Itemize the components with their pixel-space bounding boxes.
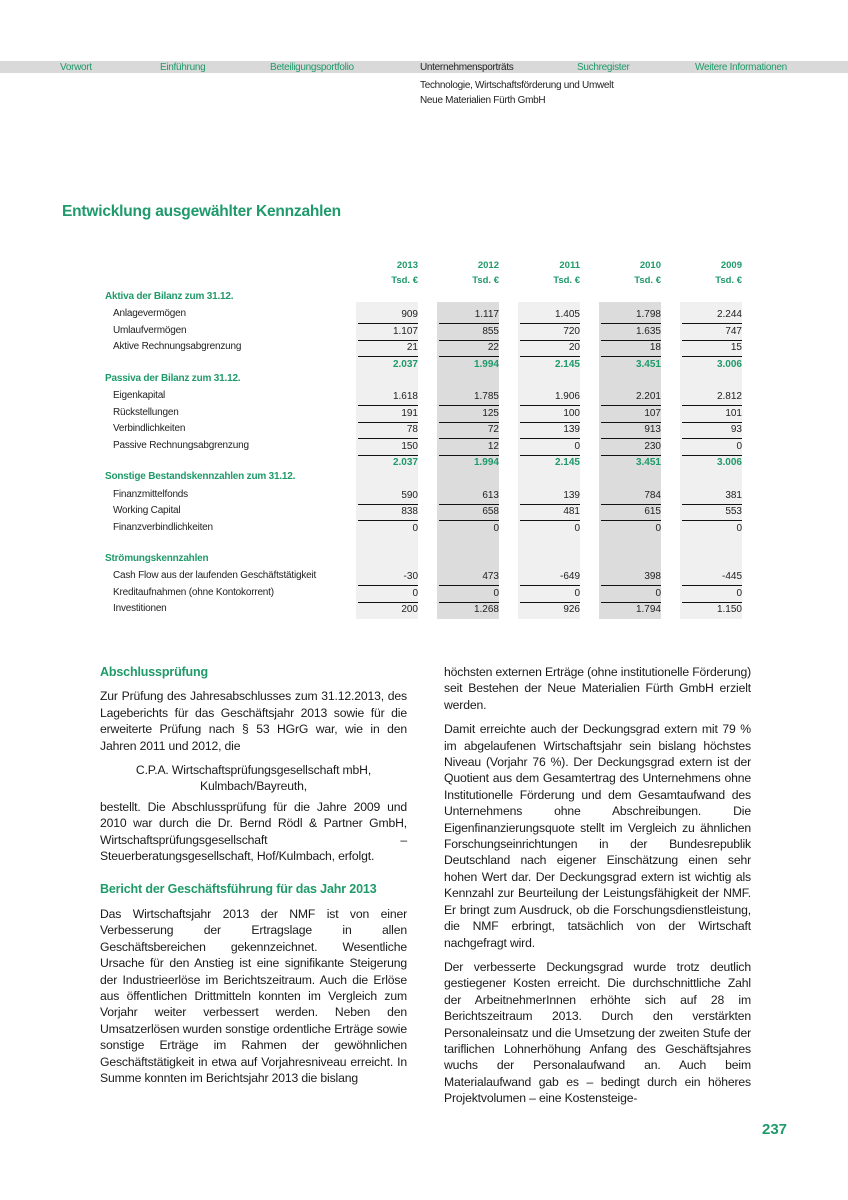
table-cell: 1.618 [358,389,418,406]
page-number: 237 [762,1121,788,1138]
table-cell: 78 [358,422,418,439]
table-cell: 0 [520,586,580,603]
table-cell: 720 [520,324,580,341]
paragraph: höchsten externen Erträge (ohne institutionelle Förderung) seit Bestehen der Neue Materialien Fürth GmbH erzielt werden. [444,665,752,712]
table-cell: 12 [439,439,499,456]
table-cell: 913 [601,422,661,439]
table-cell: 1.798 [601,307,661,324]
table-cell: 615 [601,504,661,521]
table-cell: 0 [412,522,418,534]
row-label: Kreditaufnahmen (ohne Kontokorrent) [113,586,274,598]
text-column-left [100,664,407,1094]
section-title: Entwicklung ausgewählter Kennzahlen [62,203,341,220]
table-cell: 747 [682,324,742,341]
auditor-name: C.P.A. Wirtschaftsprüfungsgesellschaft mbH, [135,763,372,778]
table-cell: 139 [520,488,580,505]
nav-vorwort[interactable]: Vorwort [60,62,92,73]
unit-header: Tsd. € [391,275,418,286]
table-cell: 0 [520,439,580,456]
table-cell: 15 [682,340,742,357]
table-total-cell: 2.037 [392,358,418,370]
table-cell: 0 [574,522,580,534]
table-cell: 72 [439,422,499,439]
table-total-cell: 2.145 [554,358,580,370]
table-cell: 658 [439,504,499,521]
table-cell: 2.244 [682,307,742,324]
table-cell: 230 [601,439,661,456]
table-cell: 1.785 [439,389,499,406]
table-cell: 0 [655,522,661,534]
table-cell: 191 [358,406,418,423]
table-cell: 0 [493,522,499,534]
table-cell: 1.906 [520,389,580,406]
table-total-cell: 3.451 [635,358,661,370]
table-cell: 909 [358,307,418,324]
table-cell: 0 [601,586,661,603]
paragraph: Das Wirtschaftsjahr 2013 der NMF ist von einer Verbesserung der Ertragslage in allen Geschäftsbereichen gekennzeichnet. Wesentliche Ursache für den Anstieg ist eine signifikante Steigerung der Industrieerlöse im Berichtszeitraum. Auch die Erlöse aus öffentlichen Drittmitteln konnten im Vergleich zum Vorjahr weiter verbessert werden. Neben den Umsatzerlösen wurden sonstige ordentliche Erträge sowie sonstige Erträge im Rahmen der gewöhnlichen Geschäftstätigkeit in etwa auf Vorjahresniveau erreicht. In Summe konnten im Berichtsjahr 2013 die bislang [100,906,407,1085]
year-header: 2012 [477,260,499,271]
row-label: Cash Flow aus der laufenden Geschäftstätigkeit [113,570,317,582]
table-cell: 784 [601,488,661,505]
unit-header: Tsd. € [715,275,742,286]
table-cell: 200 [401,604,418,616]
nav-unternehmensportraets[interactable]: Unternehmensporträts [420,62,514,73]
year-header: 2010 [639,260,661,271]
table-cell: 0 [682,439,742,456]
table-cell: 18 [601,340,661,357]
table-cell: 1.405 [520,307,580,324]
table-total-cell: 1.994 [473,457,499,468]
table-cell: 139 [520,422,580,439]
row-label: Finanzverbindlichkeiten [113,521,213,533]
row-label: Working Capital [113,505,181,517]
paragraph: Zur Prüfung des Jahresabschlusses zum 31.12.2013, des Lageberichts für das Geschäftsjahr 2013 sowie für die erweiterte Prüfung nach § 53 HGrG war, wie in den Jahren 2011 und 2012, die [100,689,407,753]
table-cell: 0 [439,586,499,603]
auditor-location: Kulmbach/Bayreuth, [199,779,308,794]
table-total-cell: 1.994 [473,358,499,370]
table-cell: 100 [520,406,580,423]
row-label: Rückstellungen [113,406,179,418]
breadcrumb-company: Neue Materialien Fürth GmbH [420,95,546,106]
table-cell: 1.794 [635,604,661,616]
row-label: Aktive Rechnungsabgrenzung [113,341,242,353]
table-cell: 22 [439,340,499,357]
group-label: Strömungskennzahlen [105,553,209,564]
table-cell: 1.107 [358,324,418,341]
table-cell: 2.812 [682,389,742,406]
table-cell: 1.117 [439,307,499,324]
row-label: Investitionen [113,603,167,615]
table-cell: 20 [520,340,580,357]
table-cell: 101 [682,406,742,423]
table-cell: 1.268 [473,604,499,616]
paragraph: bestellt. Die Abschlussprüfung für die Jahre 2009 und 2010 war durch die Dr. Bernd Rödl & Partner GmbH, Wirtschaftsprüfungsgesellschaft – Steuerberatungsgesellschaft, Hof/Kulmbach, erfolgt. [100,799,407,864]
table-cell: -649 [520,569,580,586]
table-total-cell: 2.145 [554,457,580,468]
table-cell: 613 [439,488,499,505]
table-total-cell: 3.006 [716,358,742,370]
table-cell: -30 [358,569,418,586]
unit-header: Tsd. € [553,275,580,286]
table-cell: 553 [682,504,742,521]
table-cell: 150 [358,439,418,456]
table-cell: 590 [358,488,418,505]
nav-suchregister[interactable]: Suchregister [577,62,630,73]
row-label: Passive Rechnungsabgrenzung [113,439,249,451]
nav-weitere-informationen[interactable]: Weitere Informationen [695,62,787,73]
table-cell: 481 [520,504,580,521]
nav-beteiligungsportfolio[interactable]: Beteiligungsportfolio [270,62,354,73]
table-cell: 381 [682,488,742,505]
table-cell: 1.150 [716,604,742,616]
table-cell: 473 [439,569,499,586]
table-total-cell: 2.037 [392,457,418,468]
table-cell: 855 [439,324,499,341]
paragraph: Damit erreichte auch der Deckungsgrad extern mit 79 % im abgelaufenen Wirtschaftsjahr sein bislang höchstes Niveau (Vorjahr 76 %). Der Deckungsgrad extern ist der Quotient aus dem Gesamtertrag des Unternehmens ohne Institutionelle Förderung und dem Gesamtaufwand des Unternehmens ohne Abschreibungen. Die Eigenfinanzierungsquote stellt im Vergleich zu ähnlichen Forschungseinrichtungen in der Bundesrepublik Deutschland nach eigener Einschätzung einen sehr hohen Wert dar. Der Deckungsgrad extern ist wichtig als Kennzahl zur Beurteilung der Leistungsfähigkeit der NMF. Er bringt zum Ausdruck, ob die Forschungsdienstleistung, die NMF erbringt, tatsächlich von der Wirtschaft nachgefragt wird. [444,722,751,950]
table-cell: 93 [682,422,742,439]
row-label: Eigenkapital [113,390,166,402]
table-cell: 1.635 [601,324,661,341]
table-cell: 0 [682,586,742,603]
text-column-right [444,664,751,1115]
table-cell: 0 [736,522,742,534]
group-label: Sonstige Bestandskennzahlen zum 31.12. [105,471,296,483]
row-label: Finanzmittelfonds [113,488,188,500]
year-header: 2013 [396,260,418,271]
table-cell: 125 [439,406,499,423]
unit-header: Tsd. € [634,275,661,286]
table-cell: 107 [601,406,661,423]
group-label: Passiva der Bilanz zum 31.12. [105,373,241,384]
row-label: Anlagevermögen [113,308,186,320]
table-cell: 21 [358,340,418,357]
table-cell: 2.201 [601,389,661,406]
heading-abschlusspruefung: Abschlussprüfung [100,665,209,679]
table-total-cell: 3.451 [635,457,661,468]
year-header: 2011 [559,260,580,271]
paragraph: Der verbesserte Deckungsgrad wurde trotz deutlich gestiegener Kosten erreicht. Die durchschnittliche Zahl der ArbeitnehmerInnen erhöhte sich auf 28 im Berichtszeitraum 2013. Durch den verstärkten Personaleinsatz und die Umsetzung der zweiten Stufe der tariflichen Lohnerhöhung Anfang des Geschäftsjahres wuchs der Personalaufwand an. Auch beim Materialaufwand gab es – bedingt durch ein höheres Projektvolumen – eine Kostensteige- [444,959,751,1106]
table-cell: 0 [358,586,418,603]
year-header: 2009 [720,260,742,271]
table-cell: 398 [601,569,661,586]
nav-einfuehrung[interactable]: Einführung [160,62,206,73]
table-cell: -445 [682,569,742,586]
unit-header: Tsd. € [472,275,499,286]
heading-bericht: Bericht der Geschäftsführung für das Jahr 2013 [100,882,377,897]
breadcrumb-category: Technologie, Wirtschaftsförderung und Umwelt [420,80,614,91]
group-label: Aktiva der Bilanz zum 31.12. [105,291,234,302]
row-label: Verbindlichkeiten [113,423,186,435]
table-cell: 926 [563,604,580,616]
table-cell: 838 [358,504,418,521]
table-total-cell: 3.006 [716,457,742,468]
row-label: Umlaufvermögen [113,324,187,336]
